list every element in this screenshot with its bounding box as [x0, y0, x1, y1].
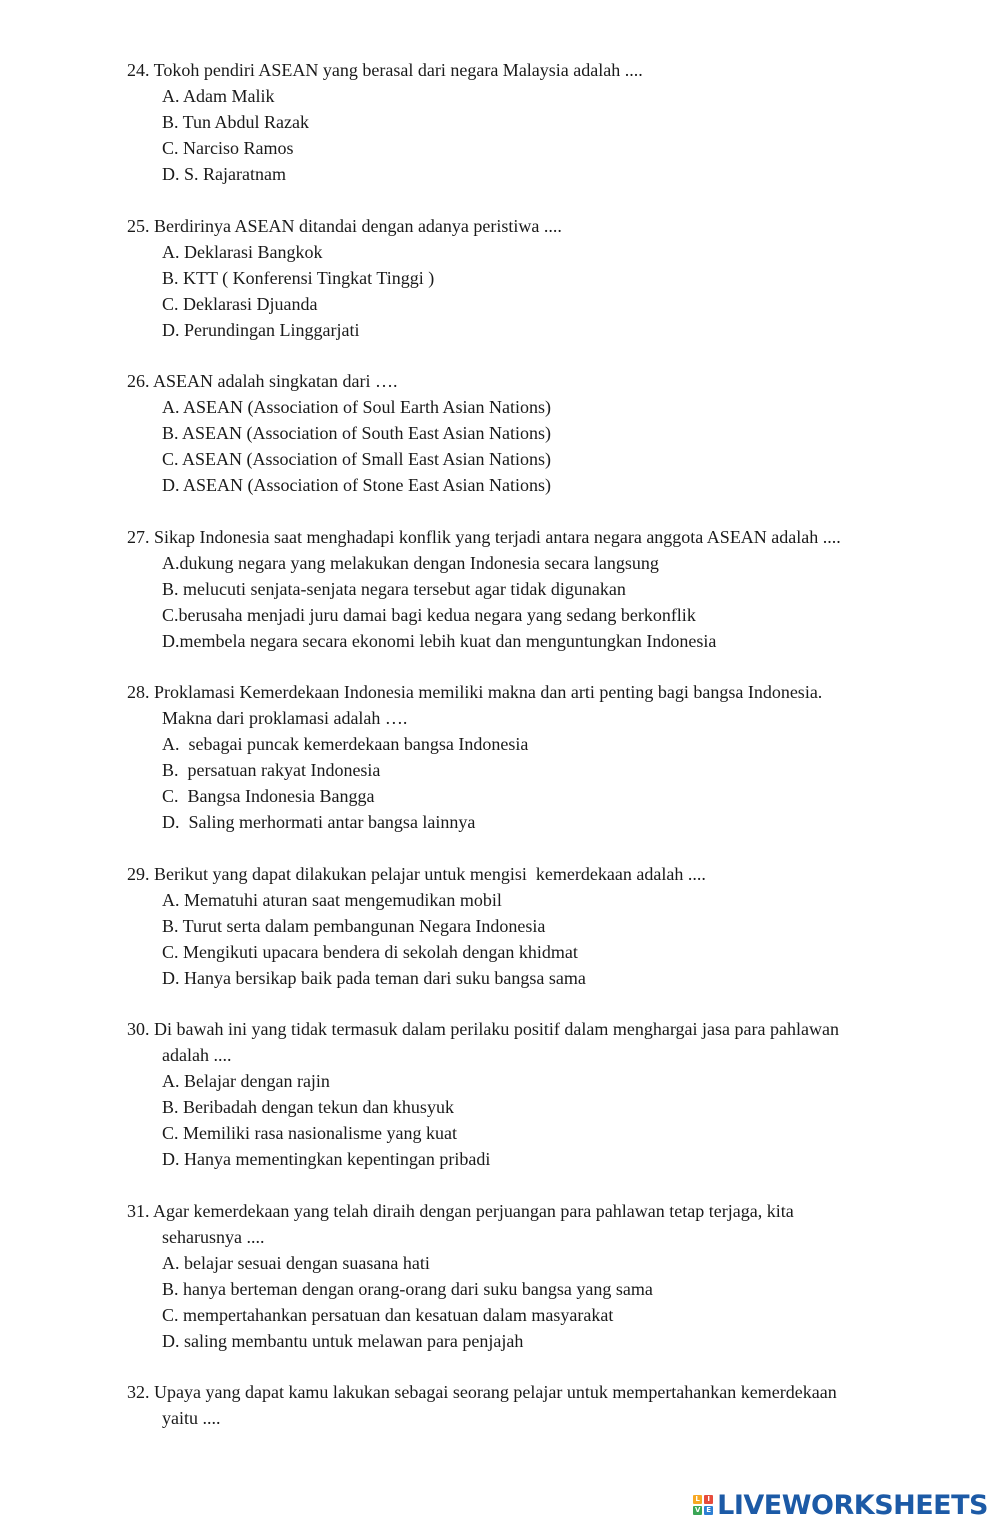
question-text: 29. Berikut yang dapat dilakukan pelajar untuk mengisi kemerdekaan adalah ....: [127, 864, 706, 884]
option-b[interactable]: B. persatuan rakyat Indonesia: [162, 760, 381, 780]
question-27: [127, 524, 927, 654]
question-text: 28. Proklamasi Kemerdekaan Indonesia memiliki makna dan arti penting bagi bangsa Indonesia.: [127, 682, 823, 702]
logo-mark-cell: I: [704, 1495, 713, 1504]
option-c[interactable]: C. Memiliki rasa nasionalisme yang kuat: [162, 1123, 457, 1143]
option-c[interactable]: C. ASEAN (Association of Small East Asian Nations): [162, 449, 551, 469]
option-d[interactable]: D. saling membantu untuk melawan para penjajah: [162, 1331, 524, 1351]
liveworksheets-logo: [693, 1490, 988, 1520]
option-c[interactable]: C. Narciso Ramos: [162, 138, 294, 158]
option-a[interactable]: A.dukung negara yang melakukan dengan Indonesia secara langsung: [162, 553, 659, 573]
option-a[interactable]: A. Belajar dengan rajin: [162, 1071, 330, 1091]
option-b[interactable]: B. KTT ( Konferensi Tingkat Tinggi ): [162, 268, 435, 288]
question-text-continued: Makna dari proklamasi adalah ….: [162, 708, 408, 728]
question-text: 30. Di bawah ini yang tidak termasuk dalam perilaku positif dalam menghargai jasa para pahlawan: [127, 1019, 839, 1039]
option-b[interactable]: B. hanya berteman dengan orang-orang dari suku bangsa yang sama: [162, 1279, 653, 1299]
question-text: 24. Tokoh pendiri ASEAN yang berasal dari negara Malaysia adalah ....: [127, 60, 643, 80]
question-text: 32. Upaya yang dapat kamu lakukan sebagai seorang pelajar untuk mempertahankan kemerdekaan: [127, 1382, 837, 1402]
logo-text: LIVEWORKSHEETS: [717, 1489, 988, 1521]
question-32: [127, 1379, 927, 1431]
question-text: 31. Agar kemerdekaan yang telah diraih dengan perjuangan para pahlawan tetap terjaga, kita: [127, 1201, 794, 1221]
option-b[interactable]: B. Beribadah dengan tekun dan khusyuk: [162, 1097, 454, 1117]
option-a[interactable]: A. Mematuhi aturan saat mengemudikan mobil: [162, 890, 502, 910]
question-24: [127, 57, 927, 187]
question-text-continued: yaitu ....: [162, 1408, 221, 1428]
option-d[interactable]: D. Perundingan Linggarjati: [162, 320, 360, 340]
option-b[interactable]: B. melucuti senjata-senjata negara tersebut agar tidak digunakan: [162, 579, 626, 599]
question-text-continued: seharusnya ....: [162, 1227, 265, 1247]
question-25: [127, 213, 927, 343]
option-a[interactable]: A. Deklarasi Bangkok: [162, 242, 323, 262]
option-b[interactable]: B. Tun Abdul Razak: [162, 112, 310, 132]
option-a[interactable]: A. ASEAN (Association of Soul Earth Asian Nations): [162, 397, 551, 417]
option-b[interactable]: B. Turut serta dalam pembangunan Negara Indonesia: [162, 916, 546, 936]
question-text: 27. Sikap Indonesia saat menghadapi konflik yang terjadi antara negara anggota ASEAN adalah ....: [127, 527, 841, 547]
option-a[interactable]: A. sebagai puncak kemerdekaan bangsa Indonesia: [162, 734, 529, 754]
question-29: [127, 861, 927, 991]
logo-mark-cell: E: [704, 1506, 713, 1515]
question-text-continued: adalah ....: [162, 1045, 232, 1065]
option-a[interactable]: A. Adam Malik: [162, 86, 275, 106]
question-26: [127, 368, 927, 498]
question-28: [127, 679, 927, 835]
option-c[interactable]: C.berusaha menjadi juru damai bagi kedua negara yang sedang berkonflik: [162, 605, 696, 625]
question-30: [127, 1016, 927, 1172]
option-d[interactable]: D. Hanya bersikap baik pada teman dari suku bangsa sama: [162, 968, 586, 988]
option-c[interactable]: C. mempertahankan persatuan dan kesatuan dalam masyarakat: [162, 1305, 614, 1325]
option-b[interactable]: B. ASEAN (Association of South East Asian Nations): [162, 423, 551, 443]
question-31: [127, 1198, 927, 1354]
option-d[interactable]: D. Saling merhormati antar bangsa lainnya: [162, 812, 476, 832]
logo-mark-icon: [693, 1495, 713, 1515]
option-c[interactable]: C. Deklarasi Djuanda: [162, 294, 318, 314]
logo-mark-cell: L: [693, 1495, 702, 1504]
option-d[interactable]: D. Hanya mementingkan kepentingan pribadi: [162, 1149, 491, 1169]
option-c[interactable]: C. Mengikuti upacara bendera di sekolah dengan khidmat: [162, 942, 578, 962]
logo-mark-cell: V: [694, 1506, 701, 1514]
option-d[interactable]: D.membela negara secara ekonomi lebih kuat dan menguntungkan Indonesia: [162, 631, 717, 651]
option-c[interactable]: C. Bangsa Indonesia Bangga: [162, 786, 375, 806]
option-d[interactable]: D. ASEAN (Association of Stone East Asian Nations): [162, 475, 551, 495]
option-a[interactable]: A. belajar sesuai dengan suasana hati: [162, 1253, 430, 1273]
question-text: 26. ASEAN adalah singkatan dari ….: [127, 371, 398, 391]
option-d[interactable]: D. S. Rajaratnam: [162, 164, 286, 184]
question-text: 25. Berdirinya ASEAN ditandai dengan adanya peristiwa ....: [127, 216, 562, 236]
